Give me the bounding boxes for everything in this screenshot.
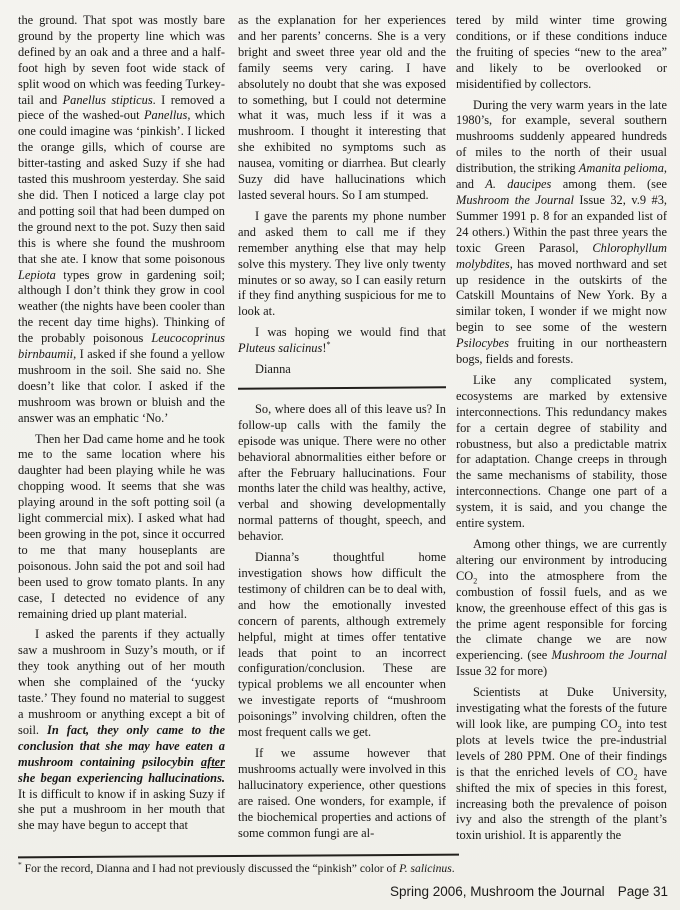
section-divider <box>238 386 446 389</box>
paragraph <box>238 209 446 320</box>
text-segment: 2 <box>617 724 622 734</box>
text-segment: she began experiencing hallucinations. <box>18 770 225 785</box>
text-column-3 <box>456 13 667 881</box>
text-segment: , and <box>456 161 667 192</box>
paragraph <box>238 325 446 357</box>
text-segment: If we assume however that mushrooms actually were involved in this hallucinatory experience, other questions are raised. One wonders, for example, if the biochemical properties and actions of some common fungi are al- <box>238 745 446 840</box>
text-segment: Scientists at Duke University, investigating what the forests of the future will look like, are pumping CO <box>456 685 667 731</box>
paragraph <box>456 13 667 93</box>
text-segment: , I asked if she found a yellow mushroom in the soil. She said no. She doesn’t like that color. I asked if the mushroom was brown or bluish and the answer was an emphatic ‘No.’ <box>18 347 225 425</box>
text-segment: ! <box>322 341 327 356</box>
text-segment: Chlorophyllum molybdites <box>456 240 667 271</box>
page-footer <box>390 884 668 899</box>
text-segment: Like any complicated system, ecosystems are marked by extensive interconnections. This redundancy makes for a certain degree of stability and robustness, but also a predictable matrix for adaptation. Change creeps in through the same mechanisms of stability, those interconnections. Change one part of a system, it is said, and you change the entire system. <box>456 372 667 531</box>
text-segment: 2 <box>473 576 478 586</box>
text-segment: Among other things, we are currently altering our environment by introducing CO <box>456 537 667 583</box>
text-segment: Lepiota <box>18 267 56 282</box>
text-segment: fruiting in our northeastern bogs, fields and forests. <box>456 336 667 367</box>
text-segment: Leucocoprinus birnbaumii <box>18 331 225 362</box>
text-segment: as the explanation for her experiences and her parents’ concerns. She is a very bright and sweet three year old and the family seems very caring. I have absolutely no doubt that she was exposed to something, but I could not determine what it was, much less if it was a mushroom. I thought it interesting that she exhibited no symptoms such as nausea, vomiting or diarrhea. But clearly Suzy did have hallucinations which lasted several hours. So I am stumped. <box>238 13 446 202</box>
paragraph <box>238 13 446 204</box>
text-segment: P. salicinus <box>399 862 452 875</box>
text-segment: Mushroom the Journal <box>456 192 574 207</box>
text-segment: Psilocybes <box>456 336 509 351</box>
paragraph <box>456 537 667 680</box>
paragraph <box>456 98 667 368</box>
text-segment: Issue 32 for more) <box>456 664 548 679</box>
text-segment: Then her Dad came home and he took me to the same location where his daughter had been playing while he was chopping wood. It seems that she was playing around in the soft potting soil (a light commercial mix). I asked what had been growing in the pot, since it occurred to me that many houseplants are poisonous. John said the pot and soil had been used to grow tomato plants. In any case, I detected no evidence of any remaining dried up plant material. <box>18 431 225 621</box>
footnote-divider <box>18 854 459 859</box>
text-segment: Panellus <box>143 108 188 123</box>
text-segment: Dianna’s thoughtful home investigation shows how difficult the testimony of children can be to deal with, and how the emotionally invested concern of parents, although extremely helpful, might at times offer tentative leads that point to an incorrect configuration/conclusion. These are typical problems we all encounter when we investigate reports of “mushroom poisonings” involving children, often the most frequent calls we get. <box>238 550 446 740</box>
paragraph <box>18 627 225 834</box>
paragraph <box>238 402 446 545</box>
text-segment: after <box>200 754 225 769</box>
text-segment: Panellus stipticus <box>62 92 153 107</box>
text-segment: , has moved northward and set up residence in the outskirts of the Catskill Mountains of New York. By a similar token, I wonder if we might now begin to see some of the western <box>456 256 667 335</box>
text-column-1 <box>18 13 225 859</box>
text-segment: tered by mild winter time growing conditions, or if these conditions induce the fruiting of species “new to the area” and likely to be overlooked or misidentified by collectors. <box>456 13 667 91</box>
text-segment: During the very warm years in the late 1980’s, for example, several southern mushrooms suddenly appeared hundreds of miles to the north of their usual distribution, the striking <box>456 97 667 176</box>
paragraph <box>18 432 225 623</box>
text-segment: A. daucipes <box>485 177 552 192</box>
text-segment: have shifted the mix of species in this forest, increasing both the prevalence of poison ivy and also the strength of the plant’s toxin urishiol. It is apparently the <box>456 764 667 843</box>
text-segment: For the record, Dianna and I had not previously discussed the “pinkish” color of <box>21 862 400 875</box>
text-segment: the ground. That spot was mostly bare ground by the property line which was defined by an oak and a three and a half-foot high by seven foot wide stack of split wood on which was feeding Turkey-tail and <box>18 13 225 107</box>
paragraph <box>238 362 446 378</box>
text-segment: I was hoping we would find that <box>255 325 446 340</box>
text-segment: * <box>326 340 331 349</box>
text-column-2 <box>238 13 446 859</box>
text-segment: types grow in gardening soil; although I don’t think they grow in cool weather (the nights have been cooler than the recent day time highs). Thinking of the probably poisonous <box>18 267 225 346</box>
text-segment: . I removed a piece of the washed-out <box>18 92 225 123</box>
paragraph <box>456 685 667 844</box>
paragraph <box>18 13 225 427</box>
text-segment: , which one could imagine was ‘pinkish’. I licked the orange gills, which of course are bitter-tasting and asked Suzy if she had tasted this mushroom yesterday. She said she did. Then I noticed a large clay pot and potting soil that had been dumped on the ground next to the pot. Suzy then said this is where she found the mushroom that she ate. I know that some poisonous <box>18 108 225 266</box>
paragraph <box>238 550 446 741</box>
text-segment: I asked the parents if they actually saw a mushroom in Suzy’s mouth, or if they took anything out of her mouth when she complained of the ‘yucky taste.’ They found no material to suggest a mushroom or anything except a bit of soil. <box>18 627 225 737</box>
text-segment: * <box>18 860 22 870</box>
text-segment: among them. (see <box>551 177 667 192</box>
page-number: Page 31 <box>617 884 668 899</box>
text-segment: Mushroom the Journal <box>551 648 667 663</box>
text-segment: Pluteus salicinus <box>238 341 323 356</box>
text-segment: In fact, they only came to the conclusion that she may have eaten a mushroom containing psilocybin <box>18 722 225 769</box>
footnote <box>18 855 459 876</box>
paragraph <box>238 746 446 841</box>
text-segment: I gave the parents my phone number and asked them to call me if they remember anything else that may help solve this mystery. They live only twenty minutes or so away, so I can easily return if they find anything suspicious for me to look at. <box>238 208 446 319</box>
text-segment: 2 <box>633 772 638 782</box>
text-segment: Amanita pelioma <box>578 161 664 176</box>
text-segment: into test plots at levels twice the pre-industrial levels of 280 PPM. One of their findings is that the enriched levels of CO <box>456 716 667 779</box>
footnote-text <box>18 862 459 876</box>
text-segment: . <box>451 862 455 875</box>
text-segment: It is difficult to know if in asking Suzy if she put a mushroom in her mouth that she may have begun to accept that <box>18 786 225 833</box>
text-segment: Dianna <box>255 362 291 377</box>
text-segment: So, where does all of this leave us? In follow-up calls with the family the episode was unique. There were no other behavioral abnormalities either before or after the February hallucinations. Four months later the child was healthy, active, verbal and showing developmentally normal patterns of thought, speech, and behavior. <box>238 401 446 544</box>
text-segment: Issue 32, v.9 #3, Summer 1991 p. 8 for an expanded list of 24 others.) Within the past three years the toxic Green Parasol, <box>456 192 667 255</box>
paragraph <box>456 373 667 532</box>
journal-issue-label: Spring 2006, Mushroom the Journal <box>390 884 605 899</box>
text-segment: into the atmosphere from the combustion of fossil fuels, and as we know, the greenhouse effect of this gas is the prime agent responsible for forcing the climate change we are now experiencing. (see <box>456 568 667 663</box>
